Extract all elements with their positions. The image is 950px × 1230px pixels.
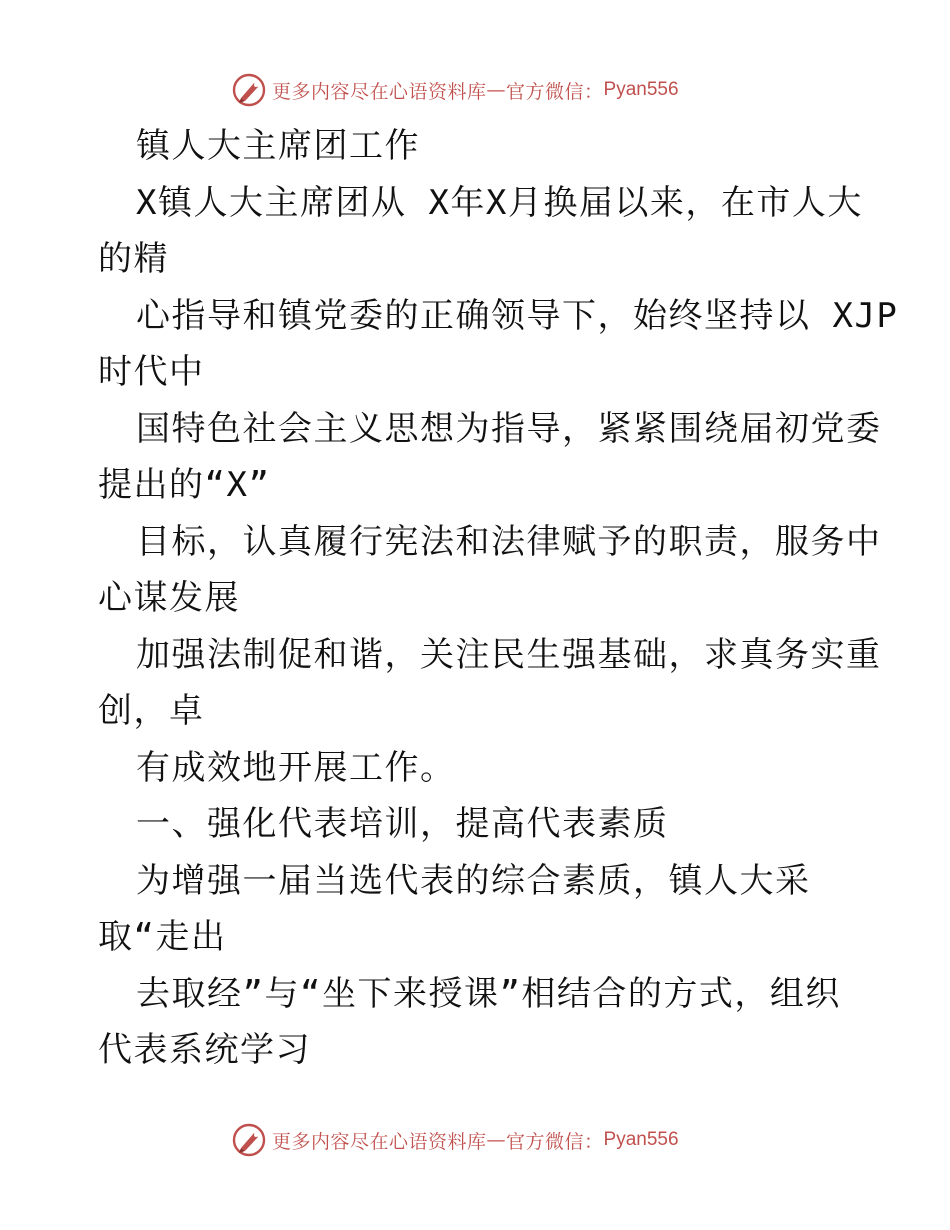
banner-middle: 官方微信： <box>506 80 604 103</box>
footer-banner <box>232 1120 679 1160</box>
text-line: 心谋发展 <box>98 578 240 618</box>
pen-logo-icon <box>232 1123 266 1157</box>
banner-handle: Pyan556 <box>603 79 679 100</box>
text-line: 为增强一届当选代表的综合素质，镇人大采 <box>136 860 811 901</box>
banner-dash: — <box>486 1129 507 1151</box>
banner-prefix: 更多内容尽在心语资料库 <box>272 1130 487 1153</box>
text-line: 代表系统学习 <box>98 1030 311 1070</box>
document-title: 镇人大主席团工作 <box>136 126 420 166</box>
text-line: 提出的“X” <box>98 465 271 505</box>
text-line: 的精 <box>98 239 169 279</box>
text-line: 国特色社会主义思想为指导，紧紧围绕届初党委 <box>136 408 882 449</box>
section-heading: 一、强化代表培训，提高代表素质 <box>136 804 669 844</box>
banner-dash: — <box>486 79 507 101</box>
text-line: 心指导和镇党委的正确领导下，始终坚持以 XJP <box>136 295 899 336</box>
header-banner <box>232 70 679 110</box>
text-line: 创，卓 <box>98 691 205 731</box>
text-line: X镇人大主席团从 X年X月换届以来，在市人大 <box>136 182 863 223</box>
text-line: 时代中 <box>98 352 205 392</box>
text-line: 有成效地开展工作。 <box>136 747 456 788</box>
text-line: 加强法制促和谐，关注民生强基础，求真务实重 <box>136 634 882 675</box>
document-body <box>98 118 899 1079</box>
banner-handle: Pyan556 <box>603 1129 679 1150</box>
text-line: 目标，认真履行宪法和法律赋予的职责，服务中 <box>136 521 882 562</box>
banner-middle: 官方微信： <box>506 1130 604 1153</box>
text-line: 去取经”与“坐下来授课”相结合的方式，组织 <box>136 973 841 1014</box>
text-line: 取“走出 <box>98 917 227 957</box>
banner-prefix: 更多内容尽在心语资料库 <box>272 80 487 103</box>
pen-logo-icon <box>232 73 266 107</box>
